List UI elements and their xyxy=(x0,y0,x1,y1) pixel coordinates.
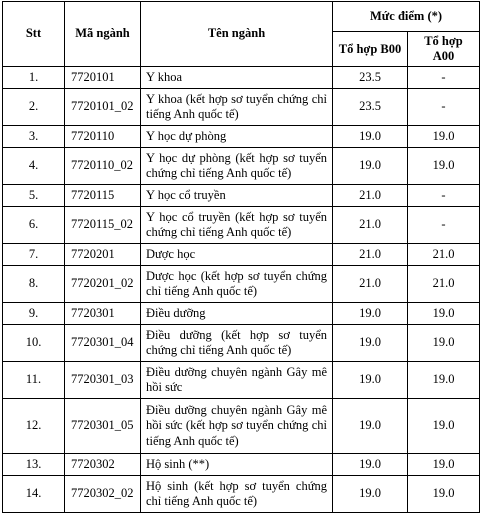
row-a00: 19.0 xyxy=(408,126,480,148)
row-b00: 19.0 xyxy=(333,325,408,362)
row-a00: 19.0 xyxy=(408,476,480,513)
table-row xyxy=(3,303,480,325)
row-a00: - xyxy=(408,67,480,89)
row-code: 7720301_03 xyxy=(65,362,141,399)
row-code: 7720301 xyxy=(65,303,141,325)
row-name: Y khoa xyxy=(141,67,333,89)
row-name: Điều dưỡng (kết hợp sơ tuyển chứng chỉ tiếng Anh quốc tế) xyxy=(141,325,333,362)
row-a00: - xyxy=(408,185,480,207)
row-name: Y học dự phòng (kết hợp sơ tuyển chứng chỉ tiếng Anh quốc tế) xyxy=(141,148,333,185)
table-row xyxy=(3,476,480,513)
table-row xyxy=(3,67,480,89)
table-row xyxy=(3,185,480,207)
row-b00: 19.0 xyxy=(333,399,408,454)
row-stt: 7. xyxy=(3,244,65,266)
row-a00: 19.0 xyxy=(408,454,480,476)
row-a00: 19.0 xyxy=(408,148,480,185)
row-a00: - xyxy=(408,89,480,126)
header-stt: Stt xyxy=(3,2,65,67)
table-row xyxy=(3,399,480,454)
row-code: 7720302_02 xyxy=(65,476,141,513)
row-b00: 21.0 xyxy=(333,207,408,244)
row-stt: 6. xyxy=(3,207,65,244)
row-stt: 4. xyxy=(3,148,65,185)
row-name: Y học cổ truyền (kết hợp sơ tuyển chứng chỉ tiếng Anh quốc tế) xyxy=(141,207,333,244)
row-code: 7720101_02 xyxy=(65,89,141,126)
row-code: 7720301_04 xyxy=(65,325,141,362)
row-code: 7720302 xyxy=(65,454,141,476)
table-row xyxy=(3,266,480,303)
row-stt: 13. xyxy=(3,454,65,476)
row-code: 7720301_05 xyxy=(65,399,141,454)
header-code: Mã ngành xyxy=(65,2,141,67)
header-a00: Tổ hợp A00 xyxy=(408,32,480,67)
row-stt: 2. xyxy=(3,89,65,126)
row-stt: 9. xyxy=(3,303,65,325)
row-code: 7720201 xyxy=(65,244,141,266)
row-a00: 19.0 xyxy=(408,399,480,454)
row-code: 7720115_02 xyxy=(65,207,141,244)
row-stt: 10. xyxy=(3,325,65,362)
row-name: Hộ sinh (**) xyxy=(141,454,333,476)
table-row xyxy=(3,207,480,244)
row-stt: 8. xyxy=(3,266,65,303)
row-name: Điều dưỡng xyxy=(141,303,333,325)
row-b00: 19.0 xyxy=(333,362,408,399)
row-b00: 21.0 xyxy=(333,266,408,303)
row-name: Hộ sinh (kết hợp sơ tuyển chứng chỉ tiếng Anh quốc tế) xyxy=(141,476,333,513)
row-code: 7720115 xyxy=(65,185,141,207)
header-name: Tên ngành xyxy=(141,2,333,67)
row-b00: 19.0 xyxy=(333,303,408,325)
row-code: 7720110 xyxy=(65,126,141,148)
row-b00: 19.0 xyxy=(333,476,408,513)
table-row xyxy=(3,362,480,399)
row-stt: 1. xyxy=(3,67,65,89)
table-row xyxy=(3,325,480,362)
row-stt: 11. xyxy=(3,362,65,399)
row-name: Điều dưỡng chuyên ngành Gây mê hồi sức (kết hợp sơ tuyển chứng chỉ tiếng Anh quốc tế) xyxy=(141,399,333,454)
row-name: Y học cổ truyền xyxy=(141,185,333,207)
row-a00: 21.0 xyxy=(408,244,480,266)
header-b00: Tổ hợp B00 xyxy=(333,32,408,67)
row-code: 7720201_02 xyxy=(65,266,141,303)
row-name: Y khoa (kết hợp sơ tuyển chứng chỉ tiếng Anh quốc tế) xyxy=(141,89,333,126)
row-a00: - xyxy=(408,207,480,244)
row-stt: 3. xyxy=(3,126,65,148)
row-a00: 19.0 xyxy=(408,362,480,399)
row-a00: 19.0 xyxy=(408,303,480,325)
row-b00: 19.0 xyxy=(333,126,408,148)
row-stt: 5. xyxy=(3,185,65,207)
header-row xyxy=(3,2,480,32)
table-row xyxy=(3,89,480,126)
row-stt: 12. xyxy=(3,399,65,454)
row-name: Điều dưỡng chuyên ngành Gây mê hồi sức xyxy=(141,362,333,399)
table-row xyxy=(3,454,480,476)
table-row xyxy=(3,148,480,185)
table-row xyxy=(3,244,480,266)
header-score-group: Mức điểm (*) xyxy=(333,2,480,32)
row-b00: 19.0 xyxy=(333,148,408,185)
row-code: 7720101 xyxy=(65,67,141,89)
row-name: Dược học (kết hợp sơ tuyển chứng chỉ tiếng Anh quốc tế) xyxy=(141,266,333,303)
row-name: Dược học xyxy=(141,244,333,266)
row-code: 7720110_02 xyxy=(65,148,141,185)
admission-scores-table xyxy=(2,1,480,513)
row-a00: 19.0 xyxy=(408,325,480,362)
table-row xyxy=(3,126,480,148)
row-b00: 23.5 xyxy=(333,67,408,89)
row-a00: 21.0 xyxy=(408,266,480,303)
row-b00: 23.5 xyxy=(333,89,408,126)
row-b00: 19.0 xyxy=(333,454,408,476)
row-name: Y học dự phòng xyxy=(141,126,333,148)
row-b00: 21.0 xyxy=(333,185,408,207)
row-b00: 21.0 xyxy=(333,244,408,266)
row-stt: 14. xyxy=(3,476,65,513)
